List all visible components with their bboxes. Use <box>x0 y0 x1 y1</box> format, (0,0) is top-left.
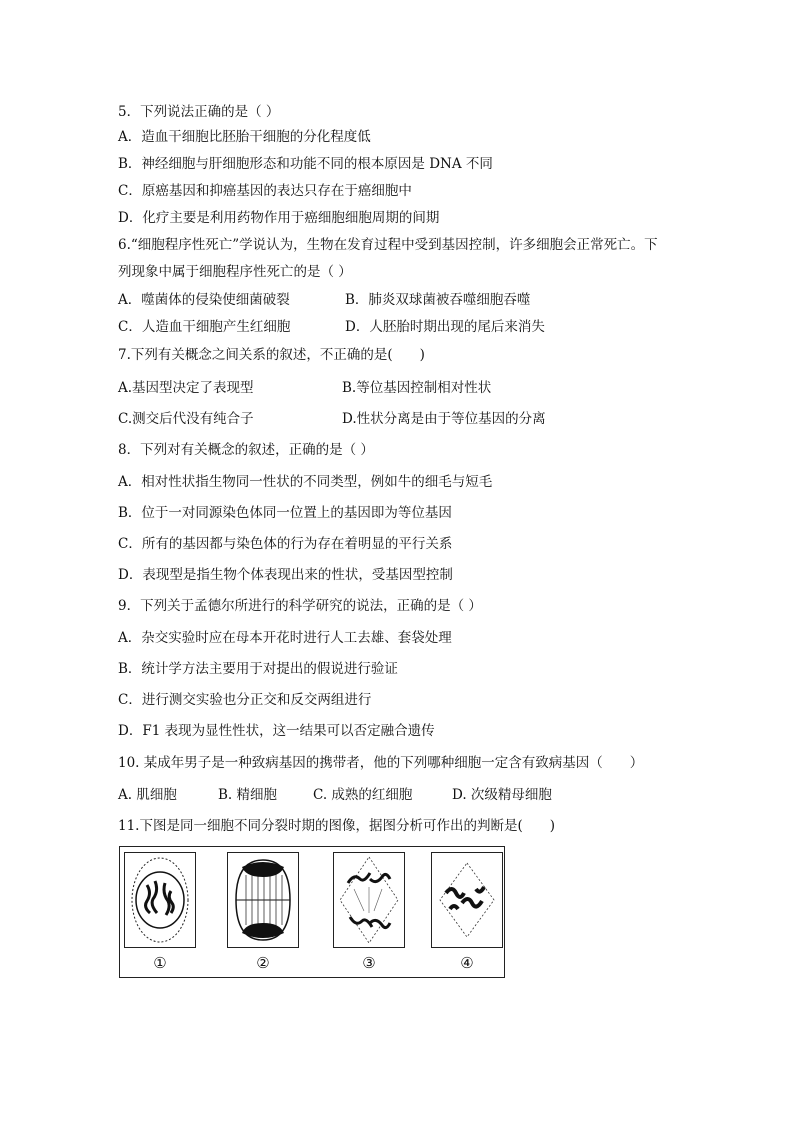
cell-label-3: ③ <box>362 954 376 972</box>
q10-option-d: D. 次级精母细胞 <box>452 787 552 803</box>
q5-option-a: A．造血干细胞比胚胎干细胞的分化程度低 <box>118 129 371 145</box>
q6-option-c: C．人造血干细胞产生红细胞 <box>118 319 291 335</box>
q9-option-b: B．统计学方法主要用于对提出的假说进行验证 <box>118 661 398 677</box>
q10-option-b: B. 精细胞 <box>218 787 278 803</box>
q6-option-d: D．人胚胎时期出现的尾后来消失 <box>345 319 545 335</box>
q11-stem: 11.下图是同一细胞不同分裂时期的图像，据图分析可作出的判断是( ) <box>118 818 556 834</box>
q9-option-a: A．杂交实验时应在母本开花时进行人工去雄、套袋处理 <box>118 630 452 646</box>
q7-stem: 7.下列有关概念之间关系的叙述，不正确的是( ) <box>118 347 425 363</box>
q6-stem-line1: 6.“细胞程序性死亡”学说认为，生物在发育过程中受到基因控制，许多细胞会正常死亡。下 <box>118 237 658 253</box>
cell-division-figure <box>119 846 505 978</box>
q5-stem: 5．下列说法正确的是（ ） <box>118 104 280 120</box>
q9-option-d: D．F1 表现为显性性状，这一结果可以否定融合遗传 <box>118 723 435 739</box>
q10-stem: 10. 某成年男子是一种致病基因的携带者，他的下列哪种细胞一定含有致病基因（ ） <box>118 755 644 771</box>
q8-option-b: B．位于一对同源染色体同一位置上的基因即为等位基因 <box>118 505 452 521</box>
q9-stem: 9．下列关于孟德尔所进行的科学研究的说法，正确的是（ ） <box>118 598 482 614</box>
cell-image-1 <box>124 852 196 948</box>
q7-option-c: C.测交后代没有纯合子 <box>118 411 254 427</box>
q8-option-a: A．相对性状指生物同一性状的不同类型，例如牛的细毛与短毛 <box>118 474 493 490</box>
cell-image-3 <box>333 852 405 948</box>
q10-option-a: A. 肌细胞 <box>118 787 177 803</box>
q9-option-c: C．进行测交实验也分正交和反交两组进行 <box>118 692 372 708</box>
q7-option-d: D.性状分离是由于等位基因的分离 <box>342 411 546 427</box>
q8-stem: 8．下列对有关概念的叙述，正确的是（ ） <box>118 442 374 458</box>
q8-option-d: D．表现型是指生物个体表现出来的性状，受基因型控制 <box>118 567 453 583</box>
cell-label-1: ① <box>153 954 167 972</box>
cell-label-4: ④ <box>460 954 474 972</box>
cell-image-4 <box>431 852 503 948</box>
cell-image-2 <box>227 852 299 948</box>
q6-stem-line2: 列现象中属于细胞程序性死亡的是（ ） <box>118 264 352 280</box>
q5-option-b: B．神经细胞与肝细胞形态和功能不同的根本原因是 DNA 不同 <box>118 156 493 172</box>
q8-option-c: C．所有的基因都与染色体的行为存在着明显的平行关系 <box>118 536 453 552</box>
cell-label-2: ② <box>256 954 270 972</box>
q7-option-b: B.等位基因控制相对性状 <box>342 380 492 396</box>
q10-option-c: C. 成熟的红细胞 <box>313 787 413 803</box>
q6-option-b: B．肺炎双球菌被吞噬细胞吞噬 <box>345 292 531 308</box>
q5-option-c: C．原癌基因和抑癌基因的表达只存在于癌细胞中 <box>118 183 412 199</box>
q7-option-a: A.基因型决定了表现型 <box>118 380 254 396</box>
q5-option-d: D．化疗主要是利用药物作用于癌细胞细胞周期的间期 <box>118 210 440 226</box>
q6-option-a: A．噬菌体的侵染使细菌破裂 <box>118 292 290 308</box>
